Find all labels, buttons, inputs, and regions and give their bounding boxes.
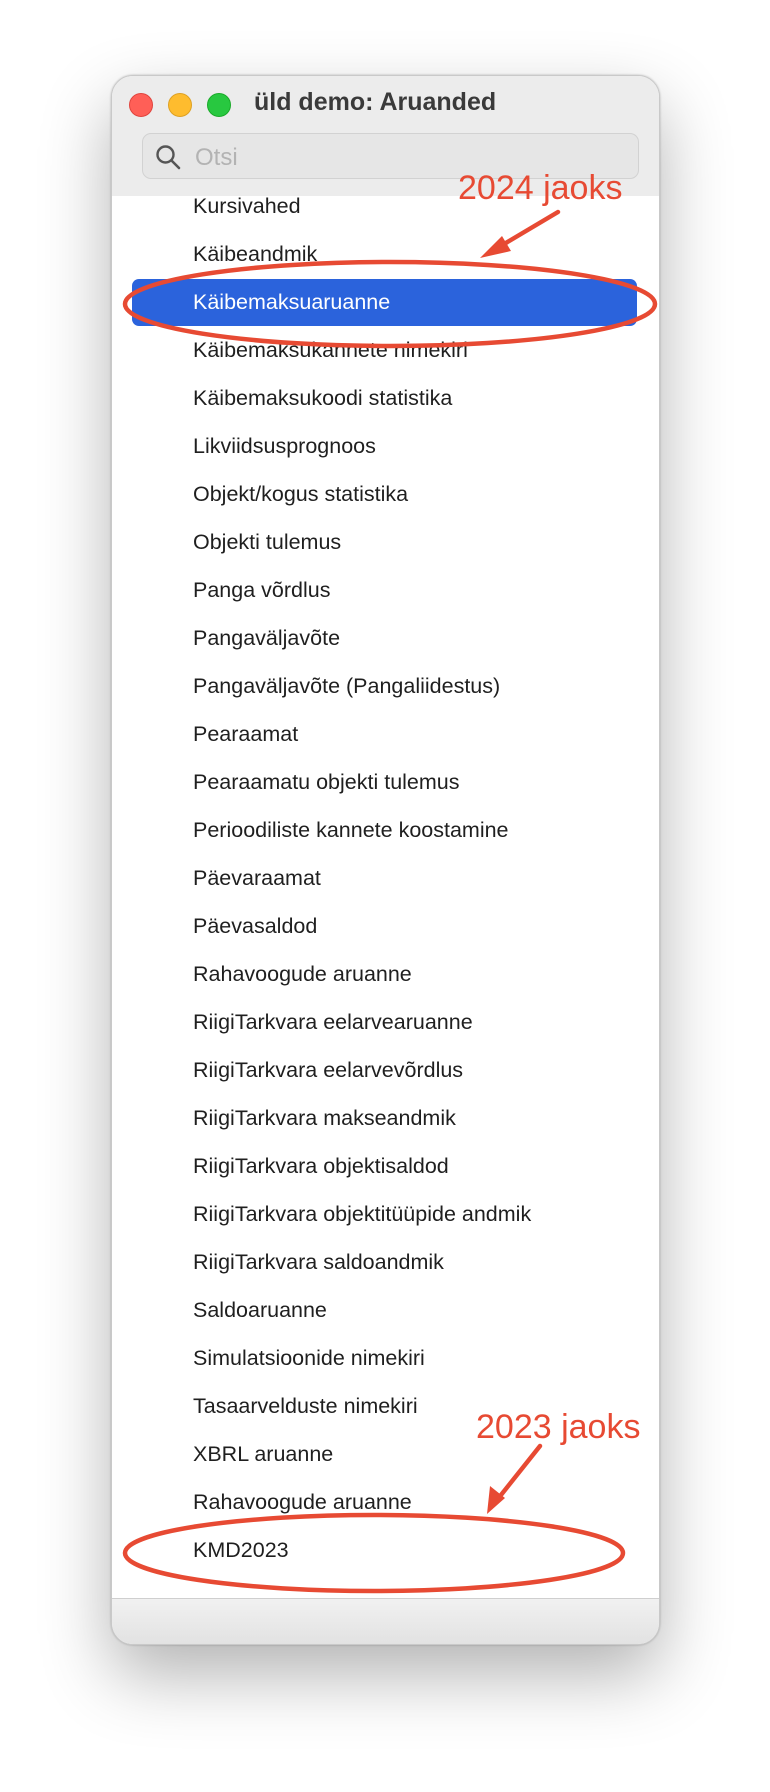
list-item[interactable]: Perioodiliste kannete koostamine (193, 818, 509, 842)
search-icon (155, 144, 181, 170)
list-item[interactable]: Käibemaksuaruanne (132, 279, 637, 326)
list-item[interactable]: Pearaamatu objekti tulemus (193, 770, 460, 794)
search-input[interactable] (193, 140, 617, 176)
list-item[interactable]: RiigiTarkvara objektitüüpide andmik (193, 1202, 532, 1226)
list-item[interactable]: Likviidsusprognoos (193, 434, 376, 458)
list-item[interactable]: Käibemaksukoodi statistika (193, 386, 453, 410)
list-item[interactable]: Käibemaksukannete nimekiri (193, 338, 468, 362)
list-item[interactable]: Objekt/kogus statistika (193, 482, 409, 506)
close-button[interactable] (129, 93, 153, 117)
minimize-button[interactable] (168, 93, 192, 117)
list-item[interactable]: Rahavoogude aruanne (193, 1490, 412, 1514)
list-item[interactable]: Saldoaruanne (193, 1298, 327, 1322)
list-item[interactable]: Pearaamat (193, 722, 299, 746)
list-item[interactable]: Päevaraamat (193, 866, 321, 890)
list-item[interactable]: Kursivahed (193, 196, 301, 218)
list-item[interactable]: Pangaväljavõte (Pangaliidestus) (193, 674, 501, 698)
list-item[interactable]: XBRL aruanne (193, 1442, 334, 1466)
annotation-2024-label: 2024 jaoks (458, 169, 623, 207)
zoom-button[interactable] (207, 93, 231, 117)
list-item[interactable]: Panga võrdlus (193, 578, 331, 602)
list-item[interactable]: Pangaväljavõte (193, 626, 341, 650)
search-field[interactable] (142, 133, 639, 179)
window-title: üld demo: Aruanded (254, 88, 497, 116)
reports-window (111, 75, 660, 1645)
list-item[interactable]: Simulatsioonide nimekiri (193, 1346, 425, 1370)
list-item[interactable]: Päevasaldod (193, 914, 318, 938)
window-footer (112, 1598, 659, 1645)
list-item[interactable]: Rahavoogude aruanne (193, 962, 412, 986)
list-item[interactable]: Tasaarvelduste nimekiri (193, 1394, 418, 1418)
list-item[interactable]: RiigiTarkvara makseandmik (193, 1106, 456, 1130)
title-bar[interactable] (112, 76, 659, 197)
list-item[interactable]: KMD2023 (193, 1538, 289, 1562)
list-item[interactable]: RiigiTarkvara saldoandmik (193, 1250, 444, 1274)
list-item[interactable]: Objekti tulemus (193, 530, 342, 554)
list-item[interactable]: RiigiTarkvara eelarvearuanne (193, 1010, 473, 1034)
list-item[interactable]: Käibeandmik (193, 242, 318, 266)
list-item[interactable]: RiigiTarkvara eelarvevõrdlus (193, 1058, 464, 1082)
report-list[interactable] (112, 196, 659, 1598)
list-item[interactable]: RiigiTarkvara objektisaldod (193, 1154, 449, 1178)
annotation-2023-label: 2023 jaoks (476, 1408, 641, 1446)
